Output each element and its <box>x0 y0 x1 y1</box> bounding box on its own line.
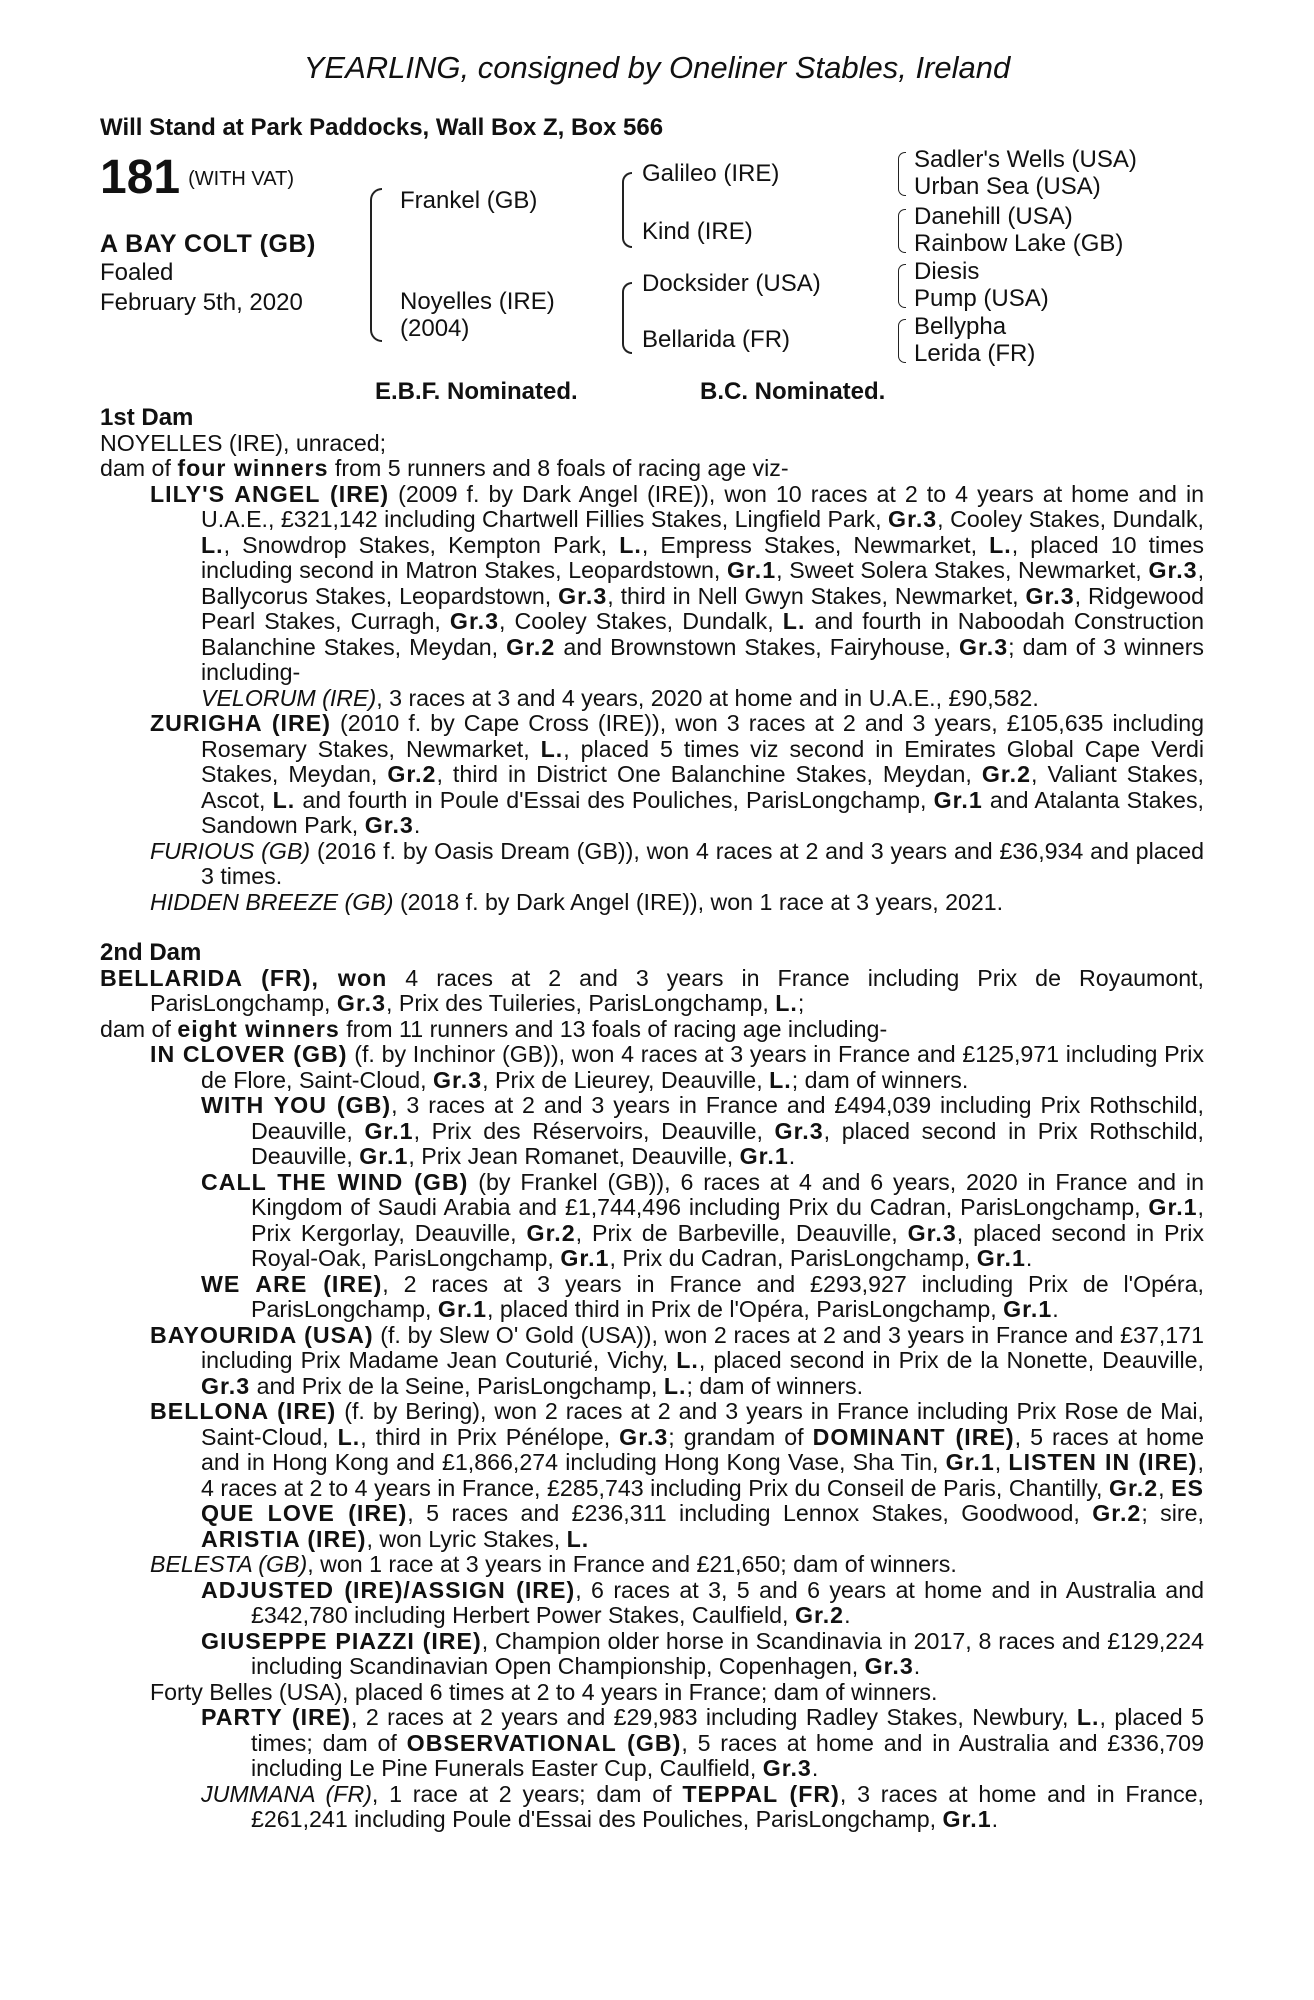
pedigree-g5: Diesis <box>914 258 980 285</box>
first-dam-heading: 1st Dam <box>100 404 194 431</box>
produce-call-the-wind: CALL THE WIND (GB) (by Frankel (GB)), 6 races at 4 and 6 years, 2020 in France and in Kingdom of Saudi Arabia and £1,744,496 including Prix du Cadran, ParisLongchamp, Gr.1, Prix Kergorlay, Deauville, Gr.2, Prix de Barbeville, Deauville, Gr.3, placed second in Prix Royal-Oak, ParisLongchamp, Gr.1, Prix du Cadran, ParisLongchamp, Gr.1. <box>201 1168 1204 1271</box>
pedigree-brace-g34 <box>898 209 906 253</box>
pedigree-sire-dam: Kind (IRE) <box>642 218 753 245</box>
winner-name: LILY'S ANGEL (IRE) <box>150 480 390 507</box>
pedigree-brace-g12 <box>898 152 906 196</box>
foaled-label: Foaled <box>100 259 174 286</box>
pedigree-dam-sire: Docksider (USA) <box>642 270 821 297</box>
produce-giuseppe-piazzi: GIUSEPPE PIAZZI (IRE), Champion older horse in Scandinavia in 2017, 8 races and £129,224 including Scandinavian Open Championship, Copenhagen, Gr.3. <box>201 1627 1204 1679</box>
second-dam-summary: dam of eight winners from 11 runners and 13 foals of racing age including- <box>100 1015 888 1042</box>
first-dam-summary: dam of four winners from 5 runners and 8 foals of racing age viz- <box>100 455 789 481</box>
pedigree-brace-dam <box>622 282 632 354</box>
pedigree-brace-main <box>370 188 382 342</box>
produce-lilys-angel: LILY'S ANGEL (IRE) (2009 f. by Dark Angel (IRE)), won 10 races at 2 to 4 years at home and in U.A.E., £321,142 including Chartwell Fillies Stakes, Lingfield Park, Gr.3, Cooley Stakes, Dundalk, L., Snowdrop Stakes, Kempton Park, L., Empress Stakes, Newmarket, L., placed 10 times including second in Matron Stakes, Leopardstown, Gr.1, Sweet Solera Stakes, Newmarket, Gr.3, Ballycorus Stakes, Leopardstown, Gr.3, third in Nell Gwyn Stakes, Newmarket, Gr.3, Ridgewood Pearl Stakes, Curragh, Gr.3, Cooley Stakes, Dundalk, L. and fourth in Naboodah Construction Balanchine Stakes, Meydan, Gr.2 and Brownstown Stakes, Fairyhouse, Gr.3; dam of 3 winners including- <box>150 480 1205 685</box>
pedigree-g8: Lerida (FR) <box>914 340 1036 367</box>
produce-belesta: BELESTA (GB), won 1 race at 3 years in France and £21,650; dam of winners. <box>150 1551 957 1577</box>
stabling-location: Will Stand at Park Paddocks, Wall Box Z, Box 566 <box>100 114 664 141</box>
bc-nomination: B.C. Nominated. <box>700 378 886 405</box>
produce-hidden-breeze: HIDDEN BREEZE (GB) (2018 f. by Dark Angel (IRE)), won 1 race at 3 years, 2021. <box>150 888 1004 915</box>
second-dam-intro: BELLARIDA (FR), won 4 races at 2 and 3 years in France including Prix de Royaumont, ParisLongchamp, Gr.3, Prix des Tuileries, ParisLongchamp, L.; <box>100 964 1204 1016</box>
horse-title: A BAY COLT (GB) <box>100 230 316 258</box>
produce-furious: FURIOUS (GB) (2016 f. by Oasis Dream (GB)), won 4 races at 2 and 3 years and £36,934 and placed 3 times. <box>150 837 1205 889</box>
pedigree-g2: Urban Sea (USA) <box>914 173 1101 200</box>
produce-velorum: VELORUM (IRE), 3 races at 3 and 4 years, 2020 at home and in U.A.E., £90,582. <box>201 684 1039 711</box>
pedigree-sire: Frankel (GB) <box>400 187 538 214</box>
produce-zurigha: ZURIGHA (IRE) (2010 f. by Cape Cross (IRE)), won 3 races at 2 and 3 years, £105,635 including Rosemary Stakes, Newmarket, L., placed 5 times viz second in Emirates Global Cape Verdi Stakes, Meydan, Gr.2, third in District One Balanchine Stakes, Meydan, Gr.2, Valiant Stakes, Ascot, L. and fourth in Poule d'Essai des Pouliches, ParisLongchamp, Gr.1 and Atalanta Stakes, Sandown Park, Gr.3. <box>150 710 1204 838</box>
produce-bellona: BELLONA (IRE) (f. by Bering), won 2 races at 2 and 3 years in France including Prix Rose de Mai, Saint-Cloud, L., third in Prix Pénélope, Gr.3; grandam of DOMINANT (IRE), 5 races at home and in Hong Kong and £1,866,274 including Hong Kong Vase, Sha Tin, Gr.1, LISTEN IN (IRE), 4 races at 2 to 4 years in France, £285,743 including Prix du Conseil de Paris, Chantilly, Gr.2, ES QUE LOVE (IRE), 5 races and £236,311 including Lennox Stakes, Goodwood, Gr.2; sire, ARISTIA (IRE), won Lyric Stakes, L. <box>150 1398 1205 1552</box>
produce-forty-belles: Forty Belles (USA), placed 6 times at 2 to 4 years in France; dam of winners. <box>150 1678 938 1705</box>
pedigree-dam-dam: Bellarida (FR) <box>642 326 791 353</box>
foaled-info <box>100 258 303 318</box>
pedigree-sire-sire: Galileo (IRE) <box>642 160 780 187</box>
dam-produce-record <box>100 405 1204 1833</box>
foaled-date: February 5th, 2020 <box>100 289 303 316</box>
pedigree-brace-sire <box>622 172 632 248</box>
first-dam-name-line: NOYELLES (IRE), unraced; <box>100 429 387 456</box>
produce-adjusted: ADJUSTED (IRE)/ASSIGN (IRE), 6 races at 3, 5 and 6 years at home and in Australia and £342,780 including Herbert Power Stakes, Caulfield, Gr.2. <box>201 1576 1204 1628</box>
page-heading: YEARLING, consigned by Oneliner Stables, Ireland <box>303 50 1011 85</box>
pedigree-brace-g78 <box>898 319 906 363</box>
pedigree-g6: Pump (USA) <box>914 285 1049 312</box>
pedigree-g3: Danehill (USA) <box>914 203 1073 230</box>
pedigree-g1: Sadler's Wells (USA) <box>914 146 1137 173</box>
pedigree-dam-year: (2004) <box>400 315 470 342</box>
produce-party: PARTY (IRE), 2 races at 2 years and £29,983 including Radley Stakes, Newbury, L., placed 5 times; dam of OBSERVATIONAL (GB), 5 races at home and in Australia and £336,709 including Le Pine Funerals Easter Cup, Caulfield, Gr.3. <box>201 1704 1204 1781</box>
produce-with-you: WITH YOU (GB), 3 races at 2 and 3 years in France and £494,039 including Prix Rothschild, Deauville, Gr.1, Prix des Réservoirs, Deauville, Gr.3, placed second in Prix Rothschild, Deauville, Gr.1, Prix Jean Romanet, Deauville, Gr.1. <box>201 1092 1205 1169</box>
pedigree-dam: Noyelles (IRE) <box>400 288 555 315</box>
produce-we-are: WE ARE (IRE), 2 races at 3 years in France and £293,927 including Prix de l'Opéra, ParisLongchamp, Gr.1, placed third in Prix de l'Opéra, ParisLongchamp, Gr.1. <box>201 1270 1204 1322</box>
lot-number: 181 <box>100 151 181 204</box>
produce-in-clover: IN CLOVER (GB) (f. by Inchinor (GB)), won 4 races at 3 years in France and £125,971 including Prix de Flore, Saint-Cloud, Gr.3, Prix de Lieurey, Deauville, L.; dam of winners. <box>150 1041 1204 1093</box>
vat-note: (WITH VAT) <box>188 168 294 190</box>
produce-bayourida: BAYOURIDA (USA) (f. by Slew O' Gold (USA)), won 2 races at 2 and 3 years in France and £37,171 including Prix Madame Jean Couturié, Vichy, L., placed second in Prix de la Nonette, Deauville, Gr.3 and Prix de la Seine, ParisLongchamp, L.; dam of winners. <box>150 1321 1204 1399</box>
lot-block <box>100 150 294 205</box>
ebf-nomination: E.B.F. Nominated. <box>375 378 578 405</box>
second-dam-heading: 2nd Dam <box>100 939 202 966</box>
pedigree-g4: Rainbow Lake (GB) <box>914 230 1124 257</box>
produce-jummana: JUMMANA (FR), 1 race at 2 years; dam of TEPPAL (FR), 3 races at home and in France, £261,241 including Poule d'Essai des Pouliches, ParisLongchamp, Gr.1. <box>201 1780 1205 1832</box>
pedigree-brace-g56 <box>898 264 906 308</box>
pedigree-g7: Bellypha <box>914 313 1007 340</box>
